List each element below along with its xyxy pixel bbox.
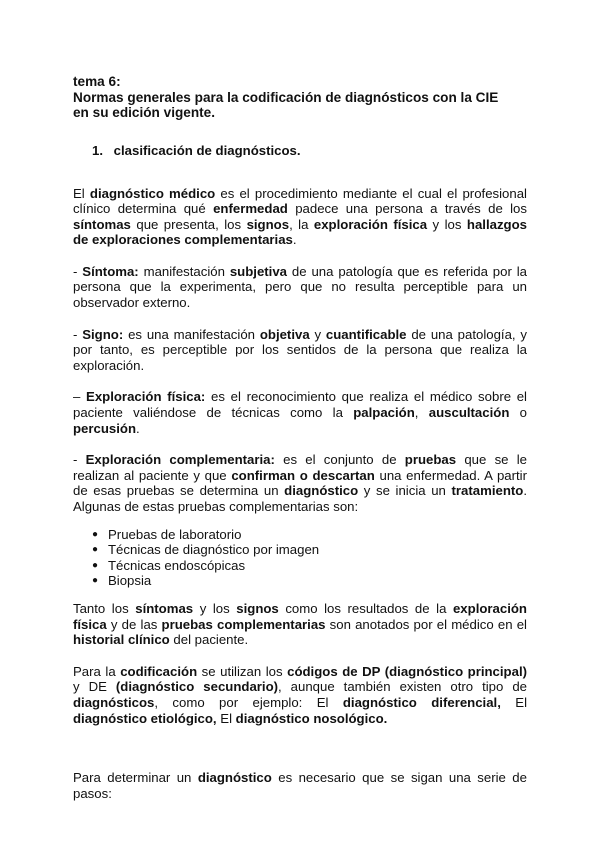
paragraph-sintoma: - Síntoma: manifestación subjetiva de una patología que es referida por la persona que la experimenta, pero que no resulta perceptible para un observador externo. [73, 263, 527, 311]
topic-number: tema 6: [73, 74, 121, 89]
paragraph-exploracion-complementaria: - Exploración complementaria: es el conjunto de pruebas que se le realizan al paciente y que confirman o descartan una enfermedad. A partir de esas pruebas se determina un diagnóstico y se inicia un tratamiento. Algunas de estas pruebas complementarias son: [73, 452, 527, 514]
bullet-icon: ● [92, 559, 99, 571]
bullet-icon: ● [92, 544, 99, 556]
list-item: ● Pruebas de laboratorio [92, 526, 242, 542]
section-title-text: clasificación de diagnósticos. [113, 142, 301, 158]
paragraph-codificacion: Para la codificación se utilizan los códigos de DP (diagnóstico principal) y DE (diagnóstico secundario), aunque también existen otro tipo de diagnósticos, como por ejemplo: El diagnóstico diferencial, El diagnóstico etiológico, El diagnóstico nosológico. [73, 663, 528, 726]
list-item: ● Técnicas endoscópicas [92, 557, 246, 573]
complementary-tests-list [73, 527, 527, 589]
paragraph-historial-clinico: Tanto los síntomas y los signos como los resultados de la exploración física y de las pruebas complementarias son anotados por el médico en el historial clínico del paciente. [73, 600, 527, 648]
list-item: ● Técnicas de diagnóstico por imagen [92, 542, 320, 558]
bullet-icon: ● [92, 528, 99, 540]
paragraph-pasos: Para determinar un diagnóstico es necesario que se sigan una serie de pasos: [73, 770, 527, 801]
topic-title-line-1: Normas generales para la codificación de diagnósticos con la CIE [73, 89, 499, 105]
topic-title-line-2: en su edición vigente. [73, 105, 216, 120]
section-number: 1. [92, 142, 103, 158]
paragraph-exploracion-fisica: – Exploración física: es el reconocimiento que realiza el médico sobre el paciente valiéndose de técnicas como la palpación, auscultación o percusión. [73, 389, 528, 436]
paragraph-diagnostico-medico: El diagnóstico médico es el procedimiento mediante el cual el profesional clínico determina qué enfermedad padece una persona a través de los síntomas que presenta, los signos, la exploración física y los hallazgos de exploraciones complementarias. [73, 185, 527, 248]
list-item: ● Biopsia [92, 573, 152, 589]
bullet-icon: ● [92, 575, 99, 587]
paragraph-signo: - Signo: es una manifestación objetiva y cuantificable de una patología, y por tanto, es perceptible por los sentidos de la persona que realiza la exploración. [73, 326, 527, 373]
section-title [92, 143, 527, 159]
document-heading [73, 74, 527, 121]
